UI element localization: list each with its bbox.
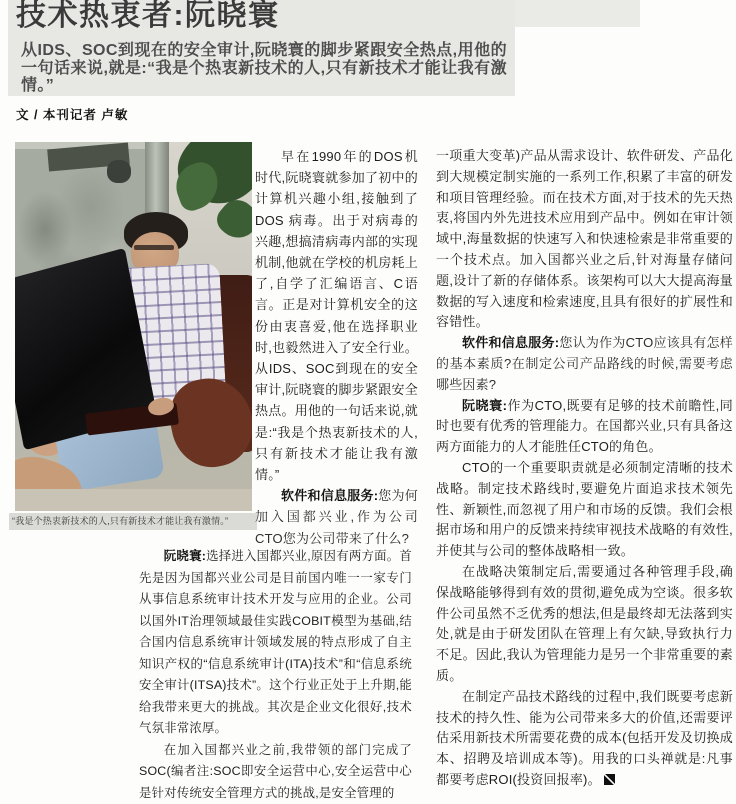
question-text: 您认为作为CTO应该具有怎样的基本素质?在制定公司产品路线的时候,需要考虑哪些因素? bbox=[436, 335, 733, 392]
answer-lead: 阮晓寰: bbox=[164, 549, 206, 563]
answer-text: 作为CTO,既要有足够的技术前瞻性,同时也要有优秀的管理能力。在国都兴业,只有具备这两方面能力的人才能胜任CTO的角色。 bbox=[436, 398, 733, 455]
paragraph-answer bbox=[436, 562, 733, 687]
photo-man-glasses bbox=[134, 245, 174, 249]
portrait-photo bbox=[15, 142, 252, 511]
paragraph-answer bbox=[139, 740, 412, 804]
article-title: 技术热衷者:阮晓寰 bbox=[16, 0, 280, 35]
photo-floor bbox=[15, 489, 252, 511]
answer-text: 在制定产品技术路线的过程中,我们既要考虑新技术的持久性、能为公司带来多大的价值,还需要评估采用新技术所需要花费的成本(包括开发及切换成本、招聘及培训成本等)。用我的口头禅就是:凡事都要考虑ROI(投资回报率)。 bbox=[436, 689, 733, 787]
photo-caption: “我是个热衷新技术的人,只有新技术才能让我有激情。” bbox=[9, 513, 257, 530]
paragraph-answer bbox=[139, 546, 412, 740]
paragraph-text: 早在1990年的DOS机时代,阮晓寰就参加了初中的计算机兴趣小组,接触到了DOS 病毒。出于对病毒的兴趣,想搞清病毒内部的实现机制,他就在学校的机房耗上了,自学了汇编语言、C语言。正是对计算机安全的这份由衷喜爱,他在选择职业时,也毅然进入了安全行业。从IDS、SOC到现在的安全审计,阮晓寰的脚步紧跟安全热点。用他的一句话来说,就是:“我是个热衷新技术的人,只有新技术才能让我有激情。” bbox=[255, 149, 418, 482]
paragraph-continuation bbox=[436, 146, 733, 333]
answer-text: 在加入国都兴业之前,我带领的部门完成了SOC(编者注:SOC即安全运营中心,安全运营中心是针对传统安全管理方式的挑战,是安全管理的 bbox=[139, 743, 412, 800]
column-bottom bbox=[139, 546, 412, 804]
question-text: 您为何加入国都兴业,作为公司CTO您为公司带来了什么? bbox=[255, 488, 418, 545]
answer-text: 选择进入国都兴业,原因有两方面。首先是因为国都兴业公司是目前国内唯一一家专门从事信息系统审计技术开发与应用的企业。公司以国外IT治理领域最佳实践COBIT模型为基础,结合国内信息系统审计领域发展的特点形成了自主知识产权的“信息系统审计(ITA)技术”和“信息系统安全审计(ITSA)技术”。这个行业正处于上升期,能给我带来更大的挑战。其次是企业文化很好,技术气氛非常浓厚。 bbox=[139, 549, 412, 735]
article-byline: 文 / 本刊记者 卢敏 bbox=[16, 105, 128, 123]
paragraph-intro bbox=[255, 146, 418, 485]
paragraph-answer bbox=[436, 458, 733, 562]
question-lead: 软件和信息服务: bbox=[281, 488, 378, 503]
answer-text: 在战略决策制定后,需要通过各种管理手段,确保战略能够得到有效的贯彻,避免成为空谈。很多软件公司虽然不乏优秀的想法,但是最终却无法落到实处,就是由于研发团队在管理上有欠缺,导致执行力不足。因此,我认为管理能力是另一个非常重要的素质。 bbox=[436, 564, 733, 683]
paragraph-question bbox=[255, 485, 418, 549]
paragraph-answer bbox=[436, 687, 733, 791]
paragraph-answer bbox=[436, 396, 733, 458]
photo-wall-fixture bbox=[107, 160, 131, 182]
article-standfirst: 从IDS、SOC到现在的安全审计,阮晓寰的脚步紧跟安全热点,用他的一句话来说,就是:“我是个热衷新技术的人,只有新技术才能让我有激情。” bbox=[21, 42, 507, 95]
paragraph-text: 一项重大变革)产品从需求设计、软件研发、产品化到大规模定制实施的一系列工作,积累了丰富的研发和项目管理经验。而在技术方面,对于技术的先天热衷,将国内外先进技术应用到产品中。例如在审计领域中,海量数据的快速写入和快速检索是非常重要的一个技术点。加入国都兴业之后,针对海量存储问题,设计了新的存储体系。该架构可以大大提高海量数据的写入速度和检索速度,且具有很好的扩展性和容错性。 bbox=[436, 148, 733, 329]
answer-lead: 阮晓寰: bbox=[462, 398, 507, 413]
article-end-mark bbox=[604, 774, 615, 785]
paragraph-question bbox=[436, 333, 733, 395]
column-right bbox=[436, 146, 733, 791]
answer-text: CTO的一个重要职责就是必须制定清晰的技术战略。制定技术路线时,要避免片面追求技术领先性、新颖性,而忽视了用户和市场的反馈。我们会根据市场和用户的反馈来持续审视技术战略的有效性,并使其与公司的整体战略相一致。 bbox=[436, 460, 733, 558]
question-lead: 软件和信息服务: bbox=[462, 335, 559, 350]
title-background-strip bbox=[515, 0, 640, 27]
column-middle bbox=[255, 146, 418, 549]
